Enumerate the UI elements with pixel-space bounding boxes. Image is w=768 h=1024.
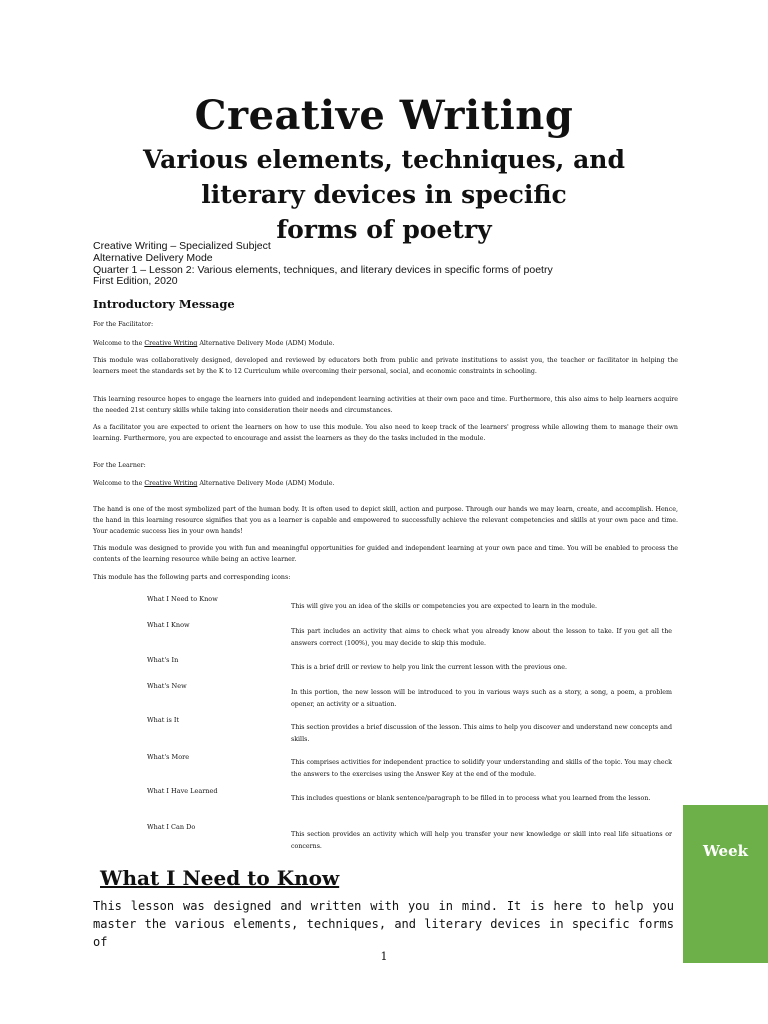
part-label: What's New [147,682,187,690]
part-description: This section provides a brief discussion of the lesson. This aims to help you discover and understand new concepts and skills. [291,724,672,743]
part-label: What I Have Learned [147,787,218,795]
part-description: In this portion, the new lesson will be introduced to you in various ways such as a story, a song, a poem, a problem opener, an activity or a situation. [291,689,672,708]
facilitator-paragraph: As a facilitator you are expected to orient the learners on how to use this module. You also need to keep track of the learners' progress while allowing them to manage their own learning. Furthermore, you are expected to encourage and assist the learners as they do the tasks included in the module. [93,424,678,442]
facilitator-paragraph: This learning resource hopes to engage the learners into guided and independent learning activities at their own pace and time. Furthermore, this also aims to help learners acquire the needed 21st century skills while taking into consideration their needs and circumstances. [93,396,678,414]
meta-line: Alternative Delivery Mode [93,251,213,264]
module-name: Creative Writing [144,480,198,487]
welcome-text: Welcome to the [93,480,145,487]
subtitle-line: forms of poetry [276,215,492,244]
subtitle-line: Various elements, techniques, and [143,145,625,174]
module-metadata [93,241,693,288]
part-label: What I Need to Know [147,595,218,603]
learner-paragraph: The hand is one of the most symbolized part of the human body. It is often used to depict skill, action and purpose. Through our hands we may learn, create, and accomplish. Hence, the hand in this learning resource signifies that you as a learner is capable and empowered to successfully achieve the relevant competencies and skills at your own pace and time. Your academic success lies in your own hands! [93,506,678,535]
week-tab [683,805,768,963]
facilitator-paragraph: This module was collaboratively designed, developed and reviewed by educators both from public and private institutions to assist you, the teacher or facilitator in helping the learners meet the standards set by the K to 12 Curriculum while overcoming their personal, social, and economic constraints in schooling. [93,357,678,375]
introductory-message-heading: Introductory Message [93,297,235,311]
part-description: This will give you an idea of the skills or competencies you are expected to learn in the module. [291,603,598,610]
meta-line: First Edition, 2020 [93,275,178,288]
part-description: This is a brief drill or review to help you link the current lesson with the previous one. [291,664,567,671]
part-description: This section provides an activity which will help you transfer your new knowledge or skill into real life situations or concerns. [291,831,672,850]
part-label: What is It [147,716,180,724]
meta-line: Creative Writing – Specialized Subject [93,240,271,252]
meta-line: Quarter 1 – Lesson 2: Various elements, techniques, and literary devices in specific forms of poetry [93,263,553,276]
learner-paragraph: This module has the following parts and corresponding icons: [93,574,291,581]
facilitator-label: For the Facilitator: [93,321,154,328]
welcome-text: Alternative Delivery Mode (ADM) Module. [197,340,335,347]
part-description: This comprises activities for independent practice to solidify your understanding and skills of the topic. You may check the answers to the exercises using the Answer Key at the end of the module. [291,759,672,778]
module-name: Creative Writing [144,340,198,347]
part-label: What I Know [147,621,190,629]
facilitator-welcome [93,339,678,350]
part-description: This part includes an activity that aims to check what you already know about the lesson to take. If you get all the answers correct (100%), you may decide to skip this module. [291,628,672,647]
learner-paragraph: This module was designed to provide you with fun and meaningful opportunities for guided and independent learning at your own pace and time. You will be enabled to process the contents of the learning resource while being an active learner. [93,545,678,563]
part-description: This includes questions or blank sentence/paragraph to be filled in to process what you learned from the lesson. [291,795,651,802]
document-subtitle [90,142,678,247]
what-i-need-to-know-heading: What I Need to Know [100,866,340,890]
learner-welcome [93,479,678,490]
welcome-text: Welcome to the [93,340,145,347]
page-number: 1 [380,950,388,963]
week-label: Week [702,842,749,860]
part-label: What's More [147,753,190,761]
part-label: What's In [147,656,179,664]
part-label: What I Can Do [147,823,196,831]
welcome-text: Alternative Delivery Mode (ADM) Module. [197,480,335,487]
document-title: Creative Writing [194,92,574,139]
subtitle-line: literary devices in specific [201,180,567,209]
what-i-need-to-know-body: This lesson was designed and written with you in mind. It is here to help you master the various elements, techniques, and literary devices in specific forms of [93,899,674,949]
learner-label: For the Learner: [93,462,146,469]
